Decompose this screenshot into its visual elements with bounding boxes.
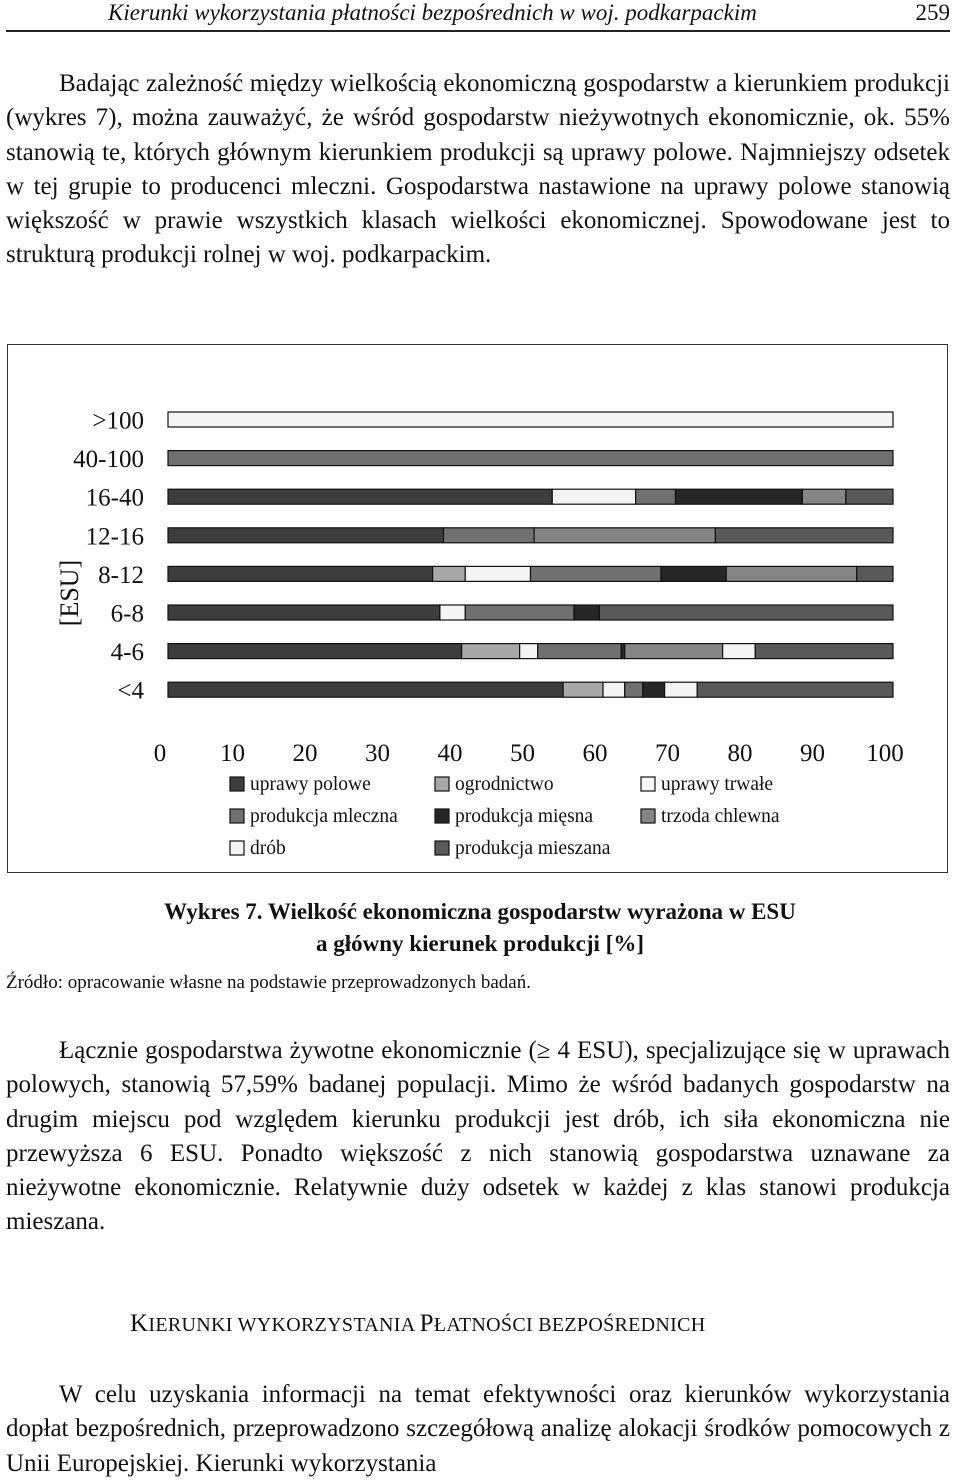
bar-segment	[665, 682, 698, 697]
bar-segment	[802, 489, 846, 504]
stacked-bar-chart	[8, 345, 947, 872]
x-tick-label: 0	[153, 740, 167, 767]
bar-segment	[603, 682, 625, 697]
category-label: 8-12	[98, 561, 144, 589]
section-heading-rest-2: ŁATNOŚCI BEZPOŚREDNICH	[433, 1314, 706, 1336]
x-tick-label: 70	[655, 740, 680, 767]
bar-segment	[563, 682, 603, 697]
legend-label: uprawy polowe	[250, 774, 371, 795]
category-label: 6-8	[110, 600, 144, 628]
legend-label: drób	[250, 838, 286, 859]
legend-swatch	[230, 841, 244, 855]
y-axis-label: [ESU]	[55, 559, 84, 627]
legend-label: produkcja mieszana	[455, 838, 611, 859]
bar-segment	[168, 566, 433, 581]
x-tick-label: 50	[510, 740, 535, 767]
bar-segment	[715, 528, 893, 543]
bar-segment	[444, 528, 535, 543]
bar-segment	[723, 644, 756, 659]
page-number: 259	[915, 0, 950, 25]
x-tick-label: 20	[292, 740, 318, 767]
bar-segment	[676, 489, 803, 504]
x-tick-label: 80	[727, 740, 753, 767]
chart-frame	[7, 344, 948, 873]
section-heading-initial-1: K	[130, 1310, 149, 1337]
section-heading	[130, 1310, 705, 1338]
category-label: 12-16	[85, 523, 144, 551]
bar-segment	[168, 682, 563, 697]
paragraph-1: Badając zależność między wielkością ekonomiczną gospodarstw a kierunkiem produkcji (wykres 7), można zauważyć, że wśród gospodarstw nieżywotnych ekonomicznie, ok. 55% stanowią te, których głównym kierunkiem produkcji są uprawy polowe. Najmniejszy odsetek w tej grupie to producenci mleczni. Gospodarstwa nastawione na uprawy polowe stanowią większość w prawie wszystkich klasach wielkości ekonomicznej. Spowodowane jest to strukturą produkcji rolnej w woj. podkarpackim.	[6, 70, 950, 269]
bar-segment	[531, 566, 662, 581]
bar-segment	[433, 566, 466, 581]
bar-segment	[168, 605, 440, 620]
bar-segment	[574, 605, 599, 620]
category-label: <4	[117, 677, 144, 705]
category-label: 16-40	[85, 484, 144, 512]
bar-segment	[462, 644, 520, 659]
legend-swatch	[641, 777, 655, 791]
bar-segment	[168, 644, 462, 659]
bar-segment	[599, 605, 893, 620]
bar-segment	[440, 605, 465, 620]
bar-segment	[168, 412, 893, 427]
bar-segment	[755, 644, 893, 659]
bar-segment	[534, 528, 715, 543]
x-tick-label: 100	[866, 740, 904, 767]
legend-swatch	[435, 809, 449, 823]
legend-label: trzoda chlewna	[661, 806, 780, 827]
bar-segment	[846, 489, 893, 504]
bar-segment	[520, 644, 538, 659]
x-tick-label: 10	[220, 740, 245, 767]
legend-label: ogrodnictwo	[455, 774, 554, 795]
bar-segment	[465, 605, 574, 620]
bar-segment	[168, 451, 893, 466]
section-heading-initial-2: P	[419, 1310, 434, 1337]
figure-source: Źródło: opracowanie własne na podstawie przeprowadzonych badań.	[6, 972, 531, 993]
paragraph-2: Łącznie gospodarstwa żywotne ekonomicznie (≥ 4 ESU), specjalizujące się w uprawach polowych, stanowią 57,59% badanej populacji. Mimo że wśród badanych gospodarstw na drugim miejscu pod względem kierunku produkcji jest drób, ich siła ekonomiczna nie przewyższa 6 ESU. Ponadto większość z nich stanowią gospodarstwa uznawane za nieżywotne ekonomicznie. Relatywnie duży odsetek w każdej z klas stanowi produkcja mieszana.	[6, 1037, 950, 1236]
category-label: >100	[92, 407, 144, 435]
legend-swatch	[435, 777, 449, 791]
bar-segment	[465, 566, 530, 581]
x-tick-label: 40	[437, 740, 463, 767]
category-label: 4-6	[110, 639, 144, 667]
legend-label: produkcja mleczna	[250, 806, 398, 827]
figure-caption-line-1: Wykres 7. Wielkość ekonomiczna gospodarstw wyrażona w ESU	[164, 899, 796, 924]
bar-segment	[726, 566, 857, 581]
legend-swatch	[641, 809, 655, 823]
x-tick-label: 30	[365, 740, 390, 767]
bar-segment	[625, 682, 643, 697]
legend-label: produkcja mięsna	[455, 806, 594, 827]
x-tick-label: 90	[800, 740, 825, 767]
bar-segment	[636, 489, 676, 504]
running-title: Kierunki wykorzystania płatności bezpośrednich w woj. podkarpackim	[108, 0, 757, 25]
x-tick-label: 60	[582, 740, 608, 767]
bar-segment	[697, 682, 893, 697]
bar-segment	[857, 566, 893, 581]
legend-label: uprawy trwałe	[661, 774, 774, 795]
bar-segment	[643, 682, 665, 697]
bar-segment	[168, 528, 444, 543]
bar-segment	[168, 489, 552, 504]
figure-caption-line-2: a główny kierunek produkcji [%]	[315, 931, 644, 956]
running-header	[6, 0, 950, 32]
legend-swatch	[435, 841, 449, 855]
legend-swatch	[230, 777, 244, 791]
bar-segment	[625, 644, 723, 659]
bar-segment	[538, 644, 621, 659]
legend-swatch	[230, 809, 244, 823]
bar-segment	[661, 566, 726, 581]
bar-segment	[552, 489, 635, 504]
category-label: 40-100	[73, 446, 144, 474]
section-heading-rest-1: IERUNKI WYKORZYSTANIA	[148, 1314, 420, 1336]
paragraph-3: W celu uzyskania informacji na temat efektywności oraz kierunków wykorzystania dopłat bezpośrednich, przeprowadzono szczegółową analizę alokacji środków pomocowych z Unii Europejskiej. Kierunki wykorzystania	[6, 1381, 950, 1477]
